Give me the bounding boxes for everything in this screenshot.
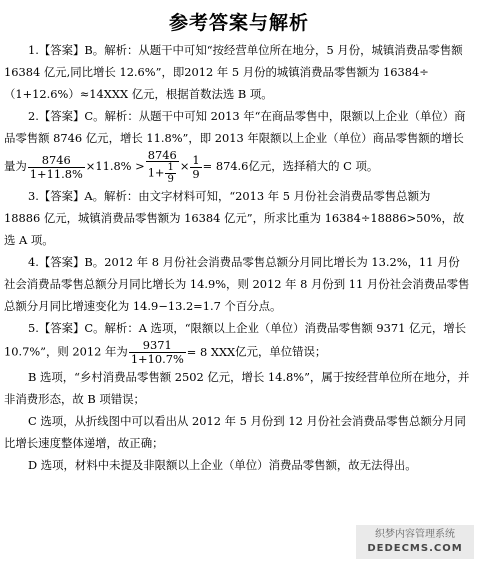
formula-fraction: $\frac{8746}{1+11.8\%}$: [29, 152, 83, 181]
answer-2-tail: 亿元，选择稍大的 C 项。: [248, 159, 379, 173]
answer-5-tail: 亿元，单位错误；: [235, 344, 327, 359]
formula-fraction: $\frac{9371}{1+10.7\%}$: [130, 338, 184, 366]
watermark-line1: 织梦内容管理系统: [375, 529, 455, 540]
formula-fraction: 8746 1+ $\frac{1}{9}$: [146, 149, 179, 185]
answer-2: [4, 105, 470, 185]
page-title: 参考答案与解析: [168, 12, 309, 34]
answer-5-formula: $\frac{9371}{1+10.7\%}$ = 8 XXX: [130, 338, 236, 366]
answer-3: 3.【答案】A。解析：由文字材料可知，“2013 年 5 月份社会消费品零售总额为 18886 亿元，城镇消费品零售额为 16384 亿元”，所求比重为 16384÷18886>50%，故选 A 项。: [4, 189, 465, 247]
watermark-logo: [356, 525, 474, 559]
answer-4: 4.【答案】B。2012 年 8 月份社会消费品零售总额分月同比增长为 13.2%，11 月份社会消费品零售总额分月同比增长为 14.9%，则 2012 年 8 月份到 11 月份社会消费品零售总额分月同比增速变化为 14.9−13.2=1.7 个百分点。: [4, 255, 470, 313]
answer-5-text: 5.【答案】C。解析：A 选项，“限额以上企业（单位）消费品零售额 9371 亿元，增长 10.7%”，则 2012 年为: [4, 321, 466, 359]
answer-5-option-d: D 选项，材料中未提及非限额以上企业（单位）消费品零售额，故无法得出。: [28, 458, 417, 472]
answer-5-option-c: C 选项，从折线图中可以看出从 2012 年 5 月份到 12 月份社会消费品零售总额分月同比增长速度整体递增，故正确；: [4, 414, 466, 450]
formula-fraction: $\frac{1}{9}$: [192, 152, 200, 181]
answer-5-option-b: B 选项，“乡村消费品零售额 2502 亿元，增长 14.8%”，属于按经营单位所在地分，并非消费形态，故 B 项错误；: [4, 370, 470, 406]
answer-2-formula: $\frac{8746}{1+11.8\%}$ ×11.8% > 8746 1+ $\frac{1}{9}$ × $\frac{1}{9}$ = 874.6: [29, 148, 249, 185]
answer-content: [0, 39, 478, 476]
answer-5: [4, 317, 470, 366]
answer-2-text: 2.【答案】C。解析：从题干中可知 2013 年“在商品零售中，限额以上企业（单位）商品零售额 8746 亿元，增长 11.8%”，即 2013 年限额以上企业（单位）商品零售额的增长量为: [4, 109, 466, 173]
watermark-line2: DEDECMS.COM: [367, 543, 463, 554]
answer-1: 1.【答案】B。解析：从题干中可知“按经营单位所在地分，5 月份，城镇消费品零售额16384 亿元,同比增长 12.6%”，即2012 年 5 月份的城镇消费品零售额为 16384÷（1+12.6%）≈14XXX 亿元，根据首数法选 B 项。: [4, 43, 463, 101]
nested-fraction: $\frac{1}{9}$: [167, 162, 174, 185]
